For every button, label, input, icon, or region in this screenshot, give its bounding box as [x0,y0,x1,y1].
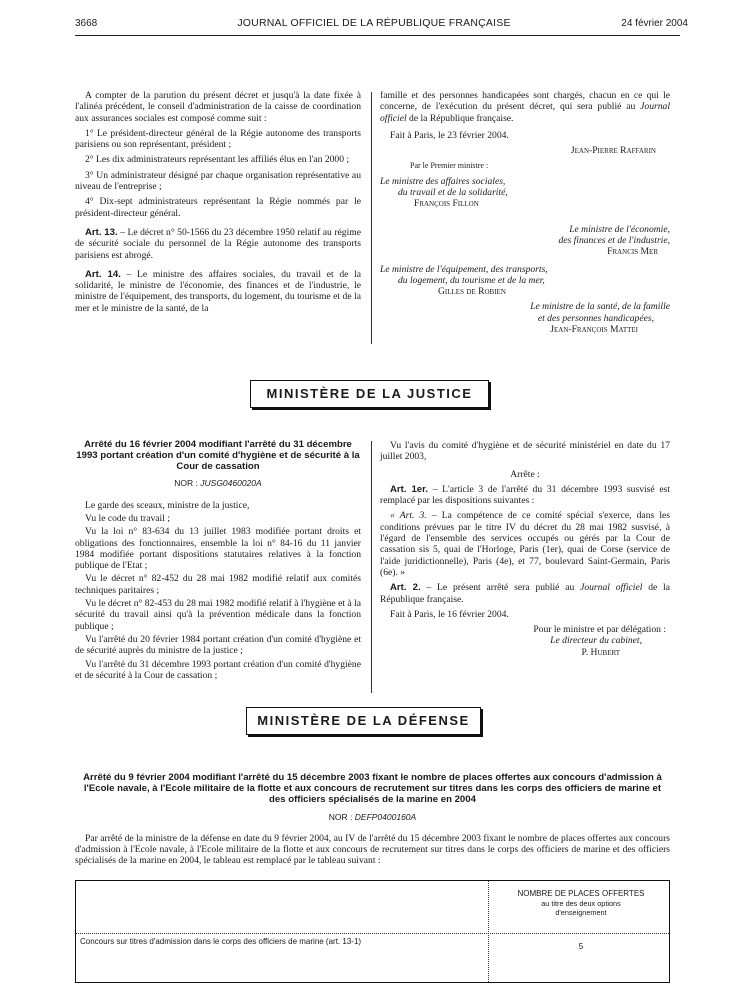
text: famille et des personnes handicapées sont chargés, chacun en ce qui le concerne, de l'exécution du présent décret, qui sera publié au [380,90,670,113]
signer: Jean-François Mattei [550,324,638,336]
nor-label: NOR : [328,812,355,822]
paragraph: A compter de la parution du présent décret et jusqu'à la date fixée à l'alinéa précédent, le conseil d'administration de la caisse de coordination aux assurances sociales est composé comme suit : [75,90,361,124]
journal-title: JOURNAL OFFICIEL DE LA RÉPUBLIQUE FRANÇAISE [237,17,511,29]
table-row-divider [76,933,669,934]
paragraph: Vu l'avis du comité d'hygiène et de sécurité ministériel en date du 17 juillet 2003, [380,440,670,463]
signer: Gilles de Robien [438,286,506,298]
article-1 [380,484,670,507]
minister-title: des finances et de l'industrie, [558,234,670,246]
arrete-title: Arrêté du 16 février 2004 modifiant l'arrêté du 31 décembre 1993 portant création d'un comité d'hygiène et de sécurité à la Cour de cassation [76,439,360,472]
issue-date: 24 février 2004 [621,18,688,29]
article-14 [75,269,361,314]
quote-label: « Art. 3. [390,510,427,522]
fait-line: Fait à Paris, le 23 février 2004. [390,129,509,141]
paragraph: Vu l'arrêté du 31 décembre 1993 portant création d'un comité d'hygiène et de sécurité à la Cour de cassation ; [75,658,361,681]
paragraph: 2° Les dix administrateurs représentant les affiliés élus en l'an 2000 ; [85,154,350,166]
table-row-label: Concours sur titres d'admission dans le corps des officiers de marine (art. 13-1) [80,937,362,946]
paragraph: Le garde des sceaux, ministre de la justice, [85,499,250,511]
journal-ref: Journal officiel [580,582,643,594]
paragraph [380,90,670,124]
signer: Francis Mer [607,246,658,258]
paragraph: Vu le décret n° 82-453 du 28 mai 1982 modifié relatif à l'hygiène et à la sécurité du travail ainsi qu'à la prévention médicale dans la fonction publique ; [75,598,361,632]
justice-left-column [75,440,361,683]
column-divider [371,92,372,344]
decree-left-column [75,90,361,318]
arrete-title: Arrêté du 9 février 2004 modifiant l'arrêté du 15 décembre 2003 fixant le nombre de places offertes aux concours d'admission à l'Ecole navale, à l'Ecole militaire de la flotte et aux concours de recrutement sur titres dans les corps des officiers de marine et des officiers spécialisés de la marine en 2004 [83,772,662,805]
article-label: Art. 1er. [390,483,429,495]
decree-right-column [380,90,670,335]
justice-right-column [380,440,670,658]
par-premier-ministre: Par le Premier ministre : [410,161,489,171]
article-13 [75,227,361,261]
table-row-value: 5 [578,942,584,951]
minister-title: Le ministre de l'équipement, des transports, [380,263,548,275]
table-header-main: NOMBRE DE PLACES OFFERTES [517,889,645,898]
header-divider [75,35,680,36]
nor-reference [75,812,670,822]
nor-label: NOR : [174,478,201,489]
text: de la République française. [406,112,514,124]
nor-reference [75,478,361,489]
cabinet-director-title: Le directeur du cabinet, [550,635,642,647]
table-header [496,889,666,918]
nor-code: JUSG0460020A [200,478,262,489]
article-label: Art. 14. [85,268,121,280]
paragraph: Vu le décret n° 82-452 du 28 mai 1982 modifié relatif aux comités techniques paritaires ; [75,573,361,596]
minister-title: du logement, du tourisme et de la mer, [398,274,545,286]
arrete-word: Arrête : [510,468,540,480]
article-label: Art. 13. [85,226,118,238]
minister-title: Le ministre des affaires sociales, [380,175,506,187]
column-divider [371,441,372,693]
journal-ref: Journal officiel [380,101,670,124]
nor-code: DEFP0400160A [354,812,417,822]
page-number: 3668 [75,18,98,29]
article-text: – Le ministre des affaires sociales, du travail et de la solidarité, le ministre de l'économie, des finances et de l'industrie, le ministre de l'équipement, des transports, du logement, du tourisme et de la mer et le ministre de la santé, de la [75,268,361,314]
fait-line: Fait à Paris, le 16 février 2004. [390,608,509,620]
places-table [75,880,670,983]
article-text: – Le présent arrêté sera publié au [420,582,581,594]
decree-paragraph: Par arrêté de la ministre de la défense en date du 9 février 2004, au IV de l'arrêté du 15 décembre 2003 fixant le nombre de places offertes aux concours d'admission à l'Ecole navale, à l'Ecole militaire de la flotte et aux concours de recrutement sur titres dans le corps des officiers de marine et des officiers spécialisés de la marine en 2004, le tableau est remplacé par le tableau suivant : [75,833,670,866]
signer: P. Hubert [581,646,620,658]
paragraph: Vu le code du travail ; [85,512,170,524]
quote-text: – La compétence de ce comité spécial s'exerce, dans les conditions prévues par le titre IV du décret du 28 mai 1982 susvisé, à l'égard de l'ensemble des services occupés ou gérés par la Cour de cassation sis 5, quai de l'Horloge, Paris (1er), quai de Corse (service de l'aide juridictionnelle), Paris (4e), et 77, boulevard Saint-Germain, Paris (6e). » [380,510,670,578]
ministry-banner-justice: MINISTÈRE DE LA JUSTICE [250,380,489,408]
article-text: – L'article 3 de l'arrêté du 31 décembre 1993 susvisé est remplacé par les dispositions suivantes : [380,483,670,507]
minister-title: du travail et de la solidarité, [398,187,508,199]
paragraph: 4° Dix-sept administrateurs représentant la Régie nommés par le président-directeur général. [75,196,361,219]
ministry-banner-defense: MINISTÈRE DE LA DÉFENSE [246,707,481,735]
delegation-line: Pour le ministre et par délégation : [533,624,666,636]
table-header-sub: d'enseignement [555,908,607,917]
paragraph: 1° Le président-directeur général de la Régie autonome des transports parisiens ou son représentant, président ; [75,127,361,151]
paragraph: 3° Un administrateur désigné par chaque organisation représentative au niveau de l'entreprise ; [75,169,361,193]
paragraph: Vu l'arrêté du 20 février 1984 portant création d'un comité d'hygiène et de sécurité auprès du ministre de la justice ; [75,633,361,657]
table-column-divider [488,881,490,982]
signer: Jean-Pierre Raffarin [570,145,656,157]
signer: François Fillon [414,198,479,210]
table-header-sub: au titre des deux options [541,898,621,908]
minister-title: Le ministre de l'économie, [569,223,670,235]
article-2 [380,582,670,605]
article-label: Art. 2. [390,582,421,594]
article-text: – Le décret n° 50-1566 du 23 décembre 1950 relatif au régime de sécurité sociale du personnel de la Régie autonome des transports parisiens est abrogé. [75,226,361,261]
paragraph: Vu la loi n° 83-634 du 13 juillet 1983 modifiée portant droits et obligations des fonctionnaires, ensemble la loi n° 84-16 du 11 janvier 1984 modifiée portant dispositions statutaires relatives à la fonction publique de l'Etat ; [75,526,361,572]
minister-title: et des personnes handicapées, [537,312,654,324]
minister-title: Le ministre de la santé, de la famille [530,301,670,313]
article-text: de la République française. [380,582,670,605]
quoted-article [380,510,670,578]
